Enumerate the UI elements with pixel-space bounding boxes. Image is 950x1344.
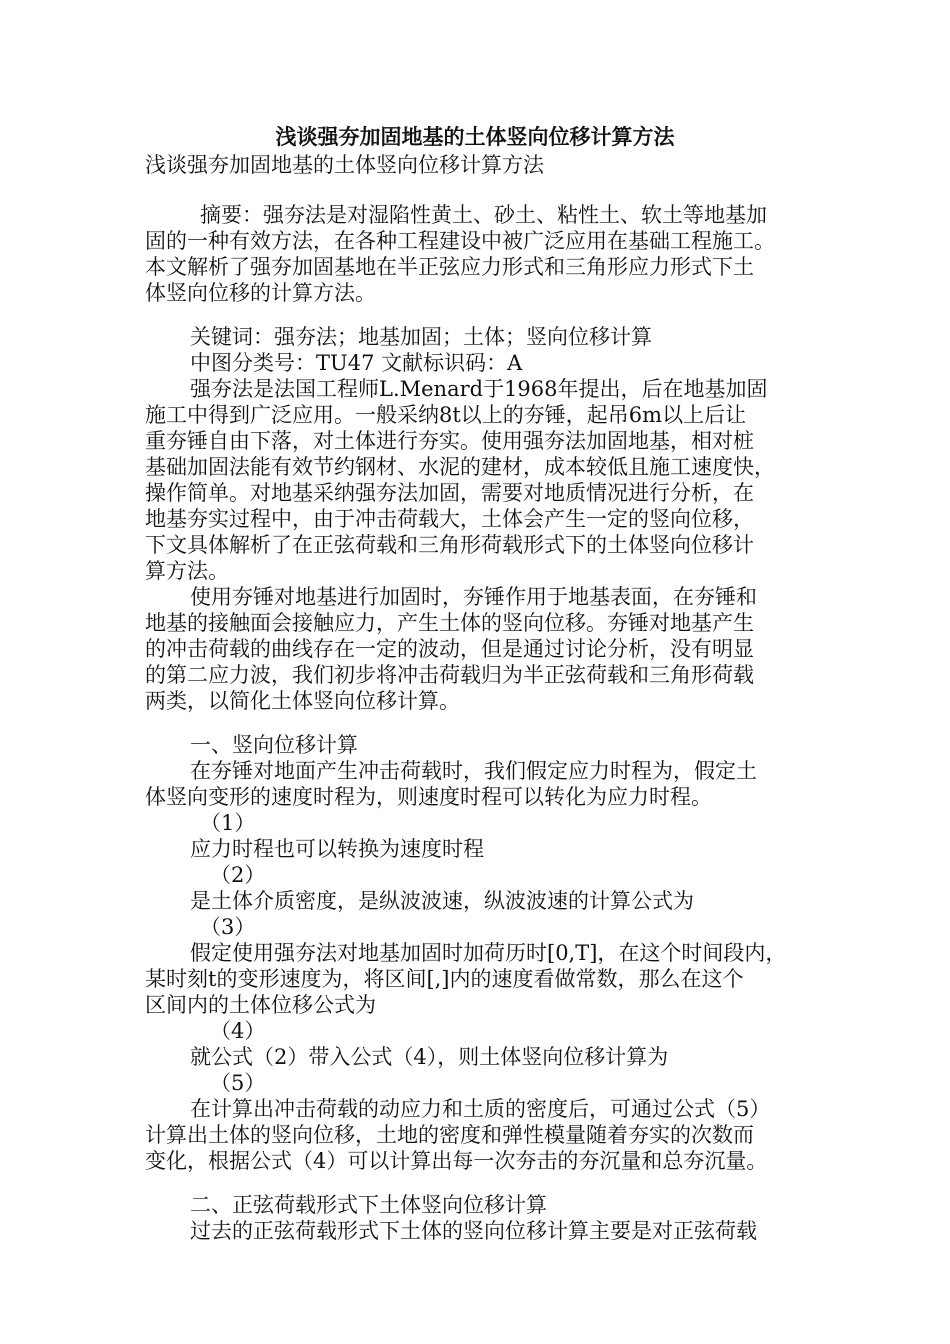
paragraph-line: 假定使用强夯法对地基加固时加荷历时[0,T]，在这个时间段内， — [190, 941, 787, 965]
paragraph-line: 就公式（2）带入公式（4），则土体竖向位移计算为 — [190, 1045, 669, 1069]
paragraph-line: 某时刻t的变形速度为，将区间[,]内的速度看做常数，那么在这个 — [145, 967, 744, 991]
paragraph-line: 计算出土体的竖向位移，土地的密度和弹性模量随着夯实的次数而 — [145, 1123, 754, 1147]
paragraph-line: 体竖向变形的速度时程为，则速度时程可以转化为应力时程。 — [145, 785, 712, 809]
paragraph-line: 强夯法是法国工程师L.Menard于1968年提出，后在地基加固 — [190, 377, 768, 401]
abstract-line: 固的一种有效方法，在各种工程建设中被广泛应用在基础工程施工。 — [145, 229, 775, 253]
paragraph-line: 使用夯锤对地基进行加固时，夯锤作用于地基表面，在夯锤和 — [190, 585, 757, 609]
paragraph-line: 是土体介质密度，是纵波波速，纵波波速的计算公式为 — [190, 889, 694, 913]
paragraph-line: 的冲击荷载的曲线存在一定的波动，但是通过讨论分析，没有明显 — [145, 637, 754, 661]
abstract-line: 摘要：强夯法是对湿陷性黄土、砂土、粘性土、软土等地基加 — [200, 203, 767, 227]
paragraph-line: 的第二应力波，我们初步将冲击荷载归为半正弦荷载和三角形荷载 — [145, 663, 754, 687]
paragraph-line: 地基夯实过程中，由于冲击荷载大，土体会产生一定的竖向位移， — [145, 507, 754, 531]
paragraph-line: 变化，根据公式（4）可以计算出每一次夯击的夯沉量和总夯沉量。 — [145, 1149, 768, 1173]
section-heading: 二、正弦荷载形式下土体竖向位移计算 — [190, 1193, 547, 1217]
paragraph-line: 区间内的土体位移公式为 — [145, 993, 376, 1017]
section-heading: 一、竖向位移计算 — [190, 733, 358, 757]
paragraph-line: 操作简单。对地基采纳强夯法加固，需要对地质情况进行分析，在 — [145, 481, 754, 505]
paragraph-line: 下文具体解析了在正弦荷载和三角形荷载形式下的土体竖向位移计 — [145, 533, 754, 557]
paragraph-line: 施工中得到广泛应用。一般采纳8t以上的夯锤，起吊6m以上后让 — [145, 403, 747, 427]
equation-number: （3） — [200, 915, 256, 939]
abstract-line: 本文解析了强夯加固基地在半正弦应力形式和三角形应力形式下土 — [145, 255, 754, 279]
keywords: 关键词：强夯法；地基加固；土体；竖向位移计算 — [190, 325, 652, 349]
equation-number: （5） — [210, 1071, 266, 1095]
paragraph-line: 算方法。 — [145, 559, 229, 583]
classification: 中图分类号：TU47 文献标识码：A — [190, 351, 523, 375]
equation-number: （2） — [210, 863, 266, 887]
paragraph-line: 在计算出冲击荷载的动应力和土质的密度后，可通过公式（5） — [190, 1097, 771, 1121]
document-subtitle: 浅谈强夯加固地基的土体竖向位移计算方法 — [145, 153, 544, 177]
paragraph-line: 基础加固法能有效节约钢材、水泥的建材，成本较低且施工速度快， — [145, 455, 775, 479]
document-title: 浅谈强夯加固地基的土体竖向位移计算方法 — [275, 124, 675, 149]
equation-number: （1） — [200, 811, 256, 835]
paragraph-line: 在夯锤对地面产生冲击荷载时，我们假定应力时程为，假定土 — [190, 759, 757, 783]
paragraph-line: 重夯锤自由下落，对土体进行夯实。使用强夯法加固地基，相对桩 — [145, 429, 754, 453]
abstract-line: 体竖向位移的计算方法。 — [145, 281, 376, 305]
equation-number: （4） — [210, 1019, 266, 1043]
paragraph-line: 地基的接触面会接触应力，产生土体的竖向位移。夯锤对地基产生 — [145, 611, 754, 635]
paragraph-line: 过去的正弦荷载形式下土体的竖向位移计算主要是对正弦荷载 — [190, 1219, 757, 1243]
paragraph-line: 两类，以简化土体竖向位移计算。 — [145, 689, 460, 713]
paragraph-line: 应力时程也可以转换为速度时程 — [190, 837, 484, 861]
